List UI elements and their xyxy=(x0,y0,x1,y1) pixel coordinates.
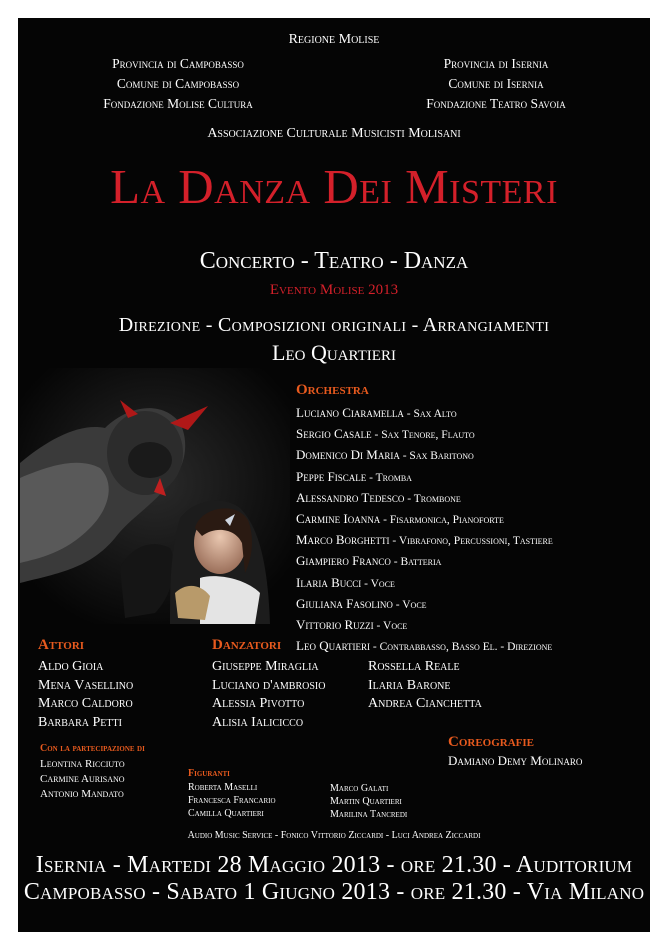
list-item xyxy=(296,615,553,636)
extras-heading: Figuranti xyxy=(188,768,230,779)
date-line-campobasso: Campobasso - Sabato 1 Giugno 2013 - ore 21.30 - Via Milano xyxy=(23,879,645,905)
list-item: Marco Caldoro xyxy=(38,696,133,711)
member-name: Sergio Casale xyxy=(296,426,372,442)
list-item: Mena Vasellino xyxy=(38,677,134,693)
list-item xyxy=(296,445,553,466)
choreographer-name: Damiano Demy Molinaro xyxy=(448,753,583,768)
member-name: Leo Quartieri xyxy=(296,638,371,654)
list-item: Aldo Gioia xyxy=(38,659,104,674)
member-role: - Voce xyxy=(361,577,395,590)
list-item: Ilaria Barone xyxy=(368,677,451,693)
dancers-list-2 xyxy=(368,658,482,714)
member-role: - Contrabbasso, Basso El. - Direzione xyxy=(370,641,553,654)
list-item: Carmine Aurisano xyxy=(40,773,125,785)
list-item xyxy=(296,467,553,488)
member-name: Giampiero Franco xyxy=(296,553,391,569)
dancers-heading: Danzatori xyxy=(212,637,282,653)
association-name: Associazione Culturale Musicisti Molisani xyxy=(207,126,461,141)
member-name: Domenico Di Maria xyxy=(296,447,400,463)
institution: Comune di Isernia xyxy=(448,76,544,91)
orchestra-heading: Orchestra xyxy=(296,382,369,398)
region-name: Regione Molise xyxy=(288,32,380,47)
member-name: Alessandro Tedesco xyxy=(296,489,405,505)
list-item: Marco Galati xyxy=(330,783,389,794)
participation-heading: Con la partecipazione di xyxy=(40,743,145,754)
member-role: - Voce xyxy=(392,598,427,611)
actors-list xyxy=(38,658,133,732)
institution: Comune di Campobasso xyxy=(116,76,240,91)
member-name: Ilaria Bucci xyxy=(296,574,362,590)
member-role: - Vibrafono, Percussioni, Tastiere xyxy=(389,535,553,548)
member-name: Vittorio Ruzzi xyxy=(296,617,374,633)
member-name: Luciano Ciaramella xyxy=(296,405,404,420)
list-item: Luciano d'ambrosio xyxy=(212,677,326,693)
member-name: Peppe Fiscale xyxy=(296,468,367,484)
extras-list-1 xyxy=(188,781,276,820)
member-role: - Sax Tenore, Flauto xyxy=(371,429,475,442)
member-role: - Sax Alto xyxy=(403,408,457,420)
participation-list xyxy=(40,757,125,802)
list-item xyxy=(296,573,553,594)
page-title: La Danza Dei Misteri xyxy=(110,159,558,214)
left-institutions xyxy=(68,54,288,114)
list-item: Giuseppe Miraglia xyxy=(212,659,319,674)
member-role: - Fisarmonica, Pianoforte xyxy=(380,514,504,527)
list-item xyxy=(296,551,553,572)
list-item: Andrea Cianchetta xyxy=(368,696,482,711)
extras-list-2 xyxy=(330,782,407,821)
list-item xyxy=(296,488,553,509)
choreography-heading: Coreografie xyxy=(448,734,535,750)
event-label: Evento Molise 2013 xyxy=(269,282,399,298)
list-item: Martin Quartieri xyxy=(330,796,402,807)
list-item: Francesca Francario xyxy=(188,795,276,806)
list-item: Antonio Mandato xyxy=(40,788,124,800)
list-item: Roberta Maselli xyxy=(188,782,258,793)
list-item: Rossella Reale xyxy=(368,659,460,674)
member-role: - Sax Baritono xyxy=(399,450,474,463)
member-role: - Trombone xyxy=(404,492,461,505)
poster xyxy=(18,18,650,932)
member-name: Marco Borghetti xyxy=(296,532,390,548)
list-item: Barbara Petti xyxy=(38,714,122,730)
member-role: - Batteria xyxy=(390,556,442,569)
list-item: Leontina Ricciuto xyxy=(40,758,125,770)
list-item xyxy=(296,424,553,445)
list-item xyxy=(296,509,553,530)
member-role: - Voce xyxy=(373,620,408,633)
list-item: Camilla Quartieri xyxy=(188,808,264,819)
list-item xyxy=(296,594,553,615)
performance-photo xyxy=(20,368,290,624)
institution: Fondazione Teatro Savoia xyxy=(426,96,566,111)
institution: Provincia di Campobasso xyxy=(112,56,244,71)
technical-credits: Audio Music Service - Fonico Vittorio Ziccardi - Luci Andrea Ziccardi xyxy=(187,830,481,841)
direction-roles: Direzione - Composizioni originali - Arrangiamenti xyxy=(118,314,550,336)
subtitle: Concerto - Teatro - Danza xyxy=(199,248,469,274)
list-item xyxy=(296,403,553,424)
institution: Fondazione Molise Cultura xyxy=(103,96,253,111)
right-institutions xyxy=(386,54,606,114)
actors-heading: Attori xyxy=(38,637,85,653)
orchestra-list xyxy=(296,403,553,657)
list-item: Alisia Ialicicco xyxy=(212,714,304,730)
list-item: Marilina Tancredi xyxy=(330,809,408,820)
performance-photo-illustration xyxy=(20,368,290,624)
member-name: Giuliana Fasolino xyxy=(296,595,393,611)
list-item: Alessia Pivotto xyxy=(212,696,305,711)
list-item xyxy=(296,636,553,657)
director-name: Leo Quartieri xyxy=(272,340,396,365)
member-name: Carmine Ioanna xyxy=(296,511,381,527)
member-role: - Tromba xyxy=(366,471,412,484)
dancers-list-1 xyxy=(212,658,325,732)
list-item xyxy=(296,530,553,551)
date-line-isernia: Isernia - Martedi 28 Maggio 2013 - ore 21.30 - Auditorium xyxy=(35,852,633,878)
institution: Provincia di Isernia xyxy=(443,56,549,71)
